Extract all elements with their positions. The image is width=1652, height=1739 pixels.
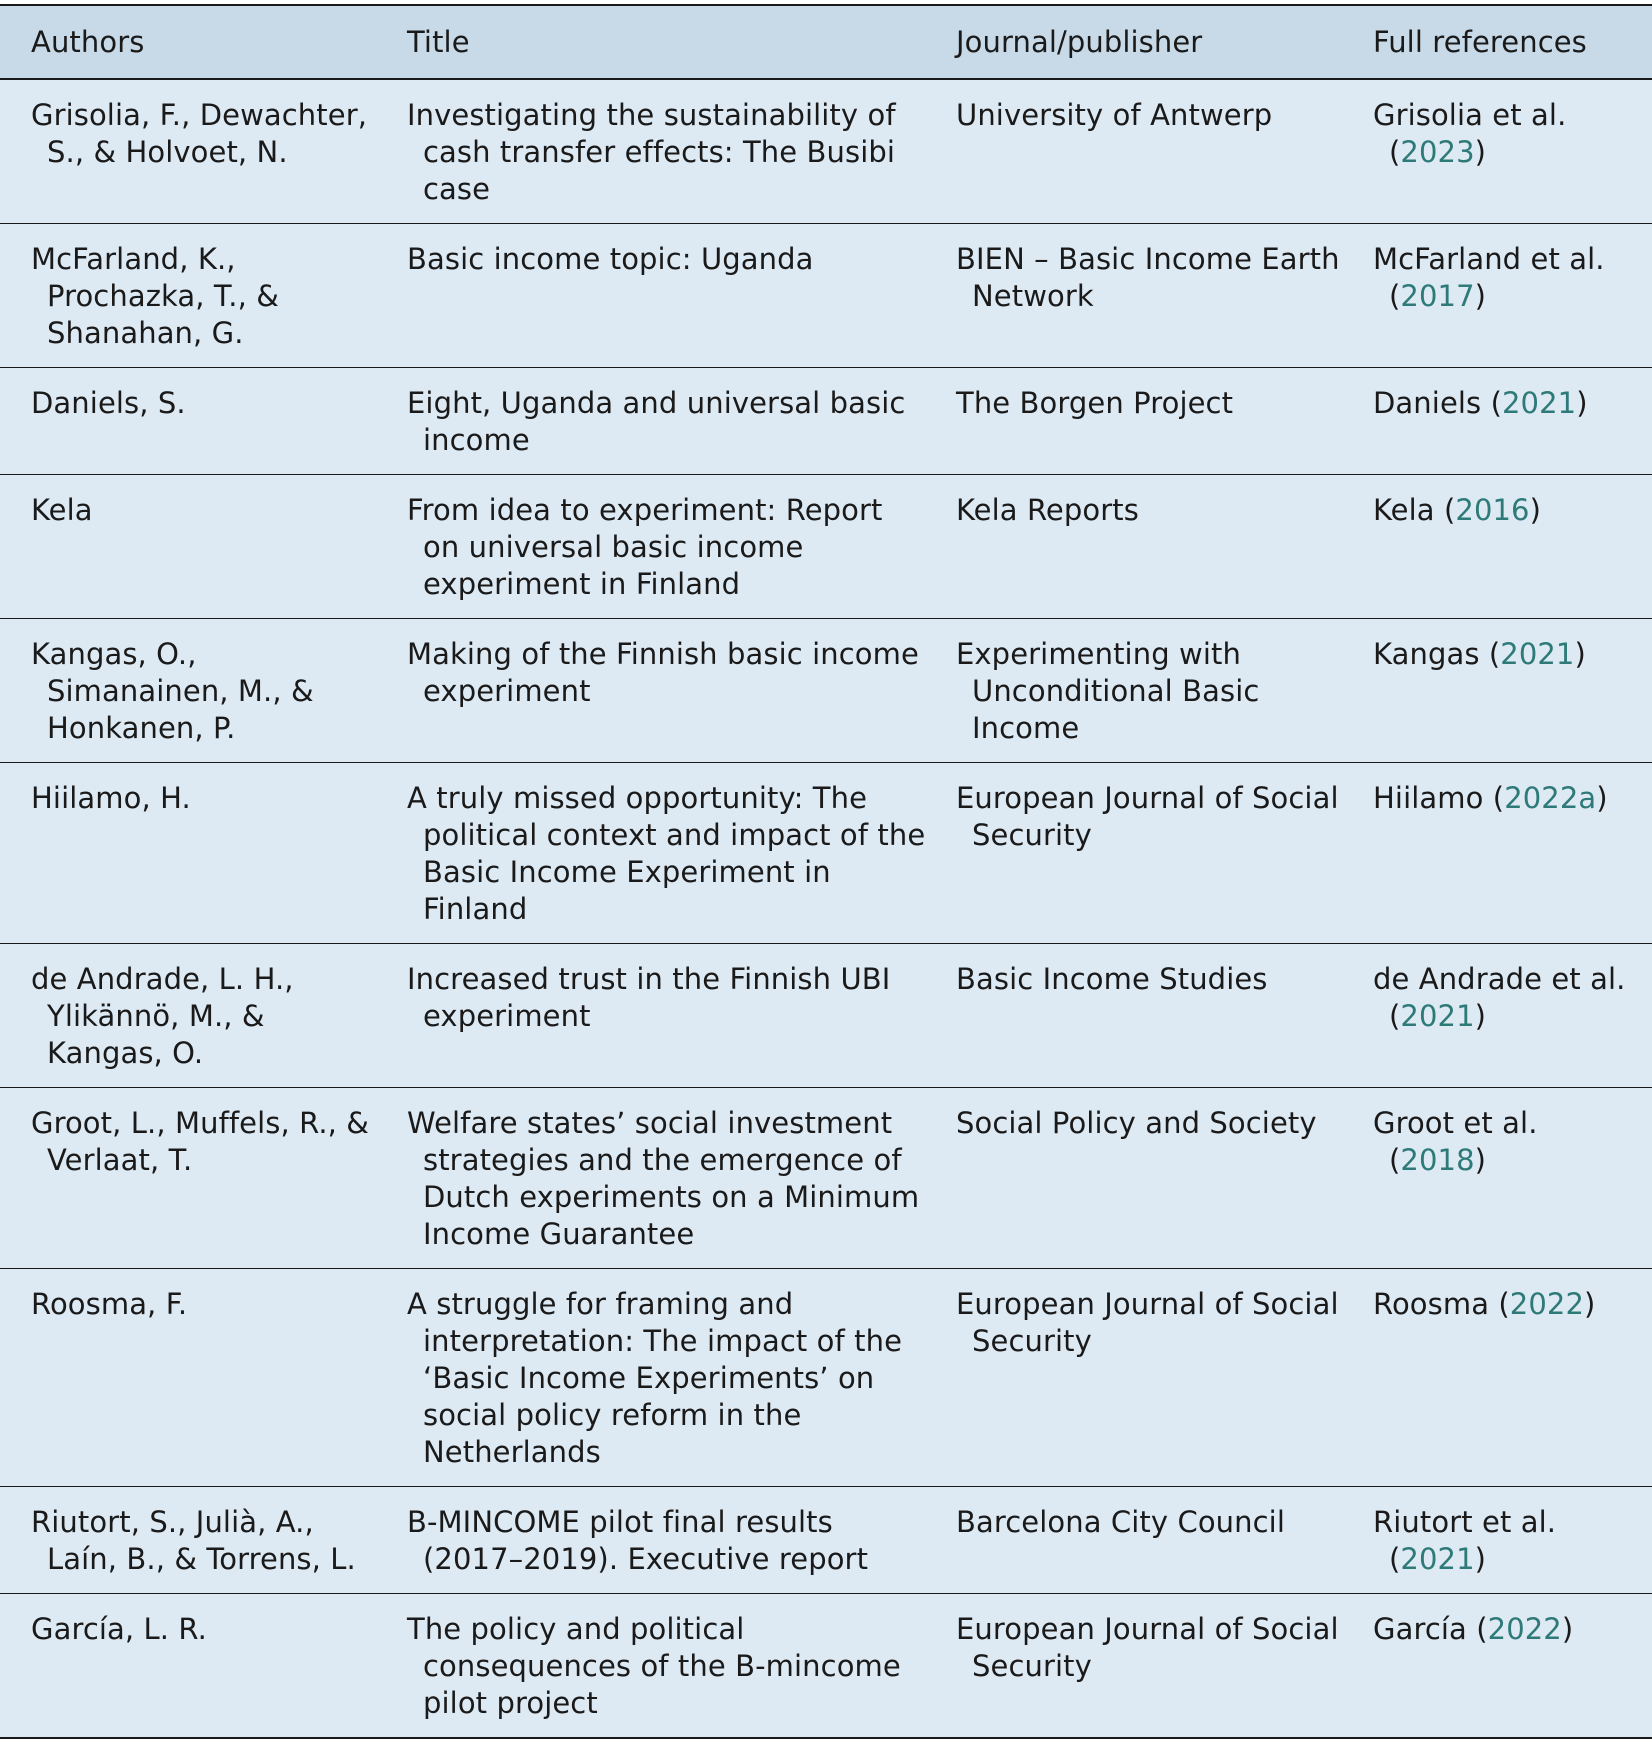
cell-full-reference xyxy=(1359,224,1652,368)
cell-journal: BIEN – Basic Income Earth Network xyxy=(956,242,1340,313)
close-paren: ) xyxy=(1561,1612,1574,1646)
cell-journal: Barcelona City Council xyxy=(956,1505,1285,1539)
cell-authors: Grisolia, F., Dewachter, S., & Holvoet, N. xyxy=(31,98,368,169)
open-paren: ( xyxy=(1466,1612,1488,1646)
reference-author-text: de Andrade et al. xyxy=(1373,962,1626,996)
header-title: Title xyxy=(407,25,470,59)
cell-title: B-MINCOME pilot final results (2017–2019). Executive report xyxy=(407,1505,869,1576)
cell-authors: McFarland, K., Prochazka, T., & Shanahan, G. xyxy=(31,242,279,350)
cell-journal: European Journal of Social Security xyxy=(956,781,1339,852)
cell-title: Investigating the sustainability of cash transfer effects: The Busibi case xyxy=(407,98,896,206)
table-header-row xyxy=(0,5,1652,79)
close-paren: ) xyxy=(1584,1287,1596,1321)
cell-title: Basic income topic: Uganda xyxy=(407,242,814,276)
open-paren: ( xyxy=(1389,999,1401,1033)
cell-journal: Kela Reports xyxy=(956,493,1139,527)
close-paren: ) xyxy=(1596,781,1608,815)
cell-journal: Social Policy and Society xyxy=(956,1106,1317,1140)
cell-authors: de Andrade, L. H., Ylikännö, M., & Kangas, O. xyxy=(31,962,294,1070)
reference-year-link[interactable]: 2022a xyxy=(1504,781,1597,815)
cell-title: The policy and political consequences of the B-mincome pilot project xyxy=(407,1612,901,1720)
reference-year-link[interactable]: 2021 xyxy=(1400,999,1475,1033)
cell-full-reference xyxy=(1359,1594,1652,1739)
reference-year-link[interactable]: 2018 xyxy=(1400,1143,1475,1177)
cell-journal: University of Antwerp xyxy=(956,98,1273,132)
cell-title: A truly missed opportunity: The political context and impact of the Basic Income Experiment in Finland xyxy=(407,781,926,926)
cell-title: From idea to experiment: Report on universal basic income experiment in Finland xyxy=(407,493,883,601)
header-journal: Journal/publisher xyxy=(956,25,1203,59)
cell-full-reference xyxy=(1359,763,1652,944)
reference-author-text: Daniels xyxy=(1373,386,1482,420)
header-authors: Authors xyxy=(31,25,145,59)
close-paren: ) xyxy=(1474,999,1487,1033)
cell-full-reference xyxy=(1359,1269,1652,1487)
cell-full-reference xyxy=(1359,1487,1652,1594)
table-row xyxy=(0,79,1652,224)
cell-authors: Kangas, O., Simanainen, M., & Honkanen, P. xyxy=(31,637,314,745)
table-row xyxy=(0,1269,1652,1487)
table-row xyxy=(0,763,1652,944)
reference-author-text: Groot et al. xyxy=(1373,1106,1538,1140)
table-row xyxy=(0,1594,1652,1739)
close-paren: ) xyxy=(1576,386,1588,420)
reference-author-text: Roosma xyxy=(1373,1287,1490,1321)
cell-full-reference xyxy=(1359,619,1652,763)
reference-author-text: Grisolia et al. xyxy=(1373,98,1567,132)
header-full-references: Full references xyxy=(1373,25,1587,59)
cell-authors: Daniels, S. xyxy=(31,386,186,420)
open-paren: ( xyxy=(1479,637,1501,671)
reference-year-link[interactable]: 2016 xyxy=(1455,493,1530,527)
cell-authors: Hiilamo, H. xyxy=(31,781,191,815)
cell-journal: Basic Income Studies xyxy=(956,962,1268,996)
open-paren: ( xyxy=(1389,1542,1401,1576)
table-row xyxy=(0,1487,1652,1594)
cell-title: Eight, Uganda and universal basic income xyxy=(407,386,906,457)
reference-author-text: Riutort et al. xyxy=(1373,1505,1557,1539)
cell-authors: Kela xyxy=(31,493,93,527)
reference-author-text: Kela xyxy=(1373,493,1435,527)
open-paren: ( xyxy=(1389,1143,1401,1177)
cell-title: A struggle for framing and interpretation: The impact of the ‘Basic Income Experiments’ on social policy reform in the Netherlands xyxy=(407,1287,903,1469)
reference-year-link[interactable]: 2023 xyxy=(1400,135,1475,169)
cell-title: Increased trust in the Finnish UBI experiment xyxy=(407,962,891,1033)
references-table xyxy=(0,4,1652,1739)
reference-author-text: Kangas xyxy=(1373,637,1480,671)
close-paren: ) xyxy=(1574,637,1586,671)
cell-title: Welfare states’ social investment strategies and the emergence of Dutch experiments on a Minimum Income Guarantee xyxy=(407,1106,920,1251)
open-paren: ( xyxy=(1389,135,1401,169)
reference-year-link[interactable]: 2021 xyxy=(1400,1542,1475,1576)
close-paren: ) xyxy=(1474,1542,1487,1576)
reference-author-text: García xyxy=(1373,1612,1467,1646)
table-row xyxy=(0,368,1652,475)
close-paren: ) xyxy=(1474,135,1487,169)
table-row xyxy=(0,475,1652,619)
cell-authors: Riutort, S., Julià, A., Laín, B., & Torrens, L. xyxy=(31,1505,356,1576)
cell-authors: García, L. R. xyxy=(31,1612,207,1646)
cell-journal: The Borgen Project xyxy=(956,386,1234,420)
open-paren: ( xyxy=(1389,279,1401,313)
cell-full-reference xyxy=(1359,368,1652,475)
reference-year-link[interactable]: 2021 xyxy=(1500,637,1575,671)
cell-journal: European Journal of Social Security xyxy=(956,1612,1339,1683)
reference-author-text: Hiilamo xyxy=(1373,781,1484,815)
references-table-container xyxy=(0,4,1652,1739)
reference-year-link[interactable]: 2017 xyxy=(1400,279,1475,313)
close-paren: ) xyxy=(1529,493,1542,527)
cell-full-reference xyxy=(1359,1088,1652,1269)
cell-full-reference xyxy=(1359,79,1652,224)
cell-title: Making of the Finnish basic income experiment xyxy=(407,637,919,708)
table-row xyxy=(0,224,1652,368)
reference-year-link[interactable]: 2022 xyxy=(1487,1612,1562,1646)
table-row xyxy=(0,1088,1652,1269)
open-paren: ( xyxy=(1434,493,1456,527)
open-paren: ( xyxy=(1489,1287,1510,1321)
reference-author-text: McFarland et al. xyxy=(1373,242,1605,276)
table-row xyxy=(0,944,1652,1088)
reference-year-link[interactable]: 2022 xyxy=(1509,1287,1584,1321)
cell-authors: Roosma, F. xyxy=(31,1287,188,1321)
cell-journal: European Journal of Social Security xyxy=(956,1287,1339,1358)
cell-authors: Groot, L., Muffels, R., & Verlaat, T. xyxy=(31,1106,370,1177)
close-paren: ) xyxy=(1474,279,1487,313)
close-paren: ) xyxy=(1474,1143,1487,1177)
open-paren: ( xyxy=(1481,386,1502,420)
open-paren: ( xyxy=(1483,781,1505,815)
cell-full-reference xyxy=(1359,475,1652,619)
cell-journal: Experimenting with Unconditional Basic Income xyxy=(956,637,1260,745)
cell-full-reference xyxy=(1359,944,1652,1088)
reference-year-link[interactable]: 2021 xyxy=(1501,386,1577,420)
table-row xyxy=(0,619,1652,763)
